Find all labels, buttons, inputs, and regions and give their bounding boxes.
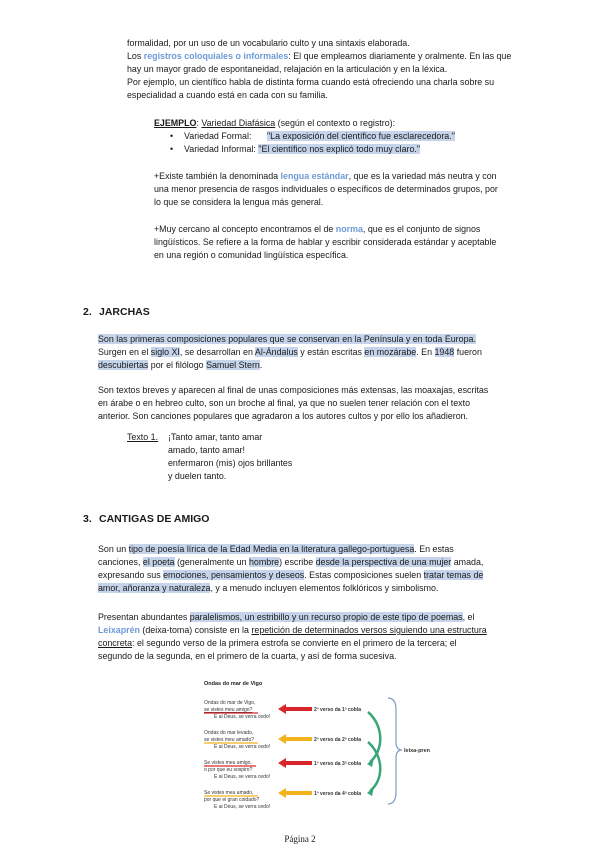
stanza (204, 760, 270, 780)
arrow (278, 734, 312, 744)
text: Presentan abundantes (98, 612, 190, 622)
text: : el segundo verso de la primera estrofa se convierte en el primero de la tercera; el (132, 638, 457, 648)
estandar-line-3: lo que se considera la lengua más general. (154, 197, 324, 207)
verse: Ondas do mar levado, (204, 730, 254, 736)
cantigas-p1-line-2 (98, 556, 483, 569)
item-value: "El científico nos explicó todo muy claro." (258, 144, 421, 154)
text: concreta (98, 638, 133, 648)
text: canciones, (98, 557, 143, 567)
poem-line: amado, tanto amar! (168, 445, 245, 455)
section-2-heading (83, 306, 150, 318)
text: el poeta (142, 557, 175, 567)
intro-line-3: hay un mayor grado de espontaneidad, relajación en la articulación y en la léxica. (127, 64, 448, 74)
text: : (196, 118, 202, 128)
ejemplo-label: EJEMPLO (154, 118, 197, 128)
text: . En (416, 347, 435, 357)
ejemplo-list (170, 130, 455, 156)
stanza-label: 2º verso da 1ª cobla (314, 707, 362, 713)
brace-label: leixa-pren (404, 748, 430, 754)
verse: por que ei gran coidado? (204, 797, 260, 803)
text: +Existe también la denominada (154, 171, 281, 181)
estandar-line-2: una menor presencia de rasgos individuales o específicos de determinados grupos, por (154, 184, 498, 194)
norma-line-3: en una región o comunidad lingüística específica. (154, 250, 349, 260)
cantigas-p2-line-3 (98, 637, 457, 650)
norma-line-1 (154, 223, 480, 236)
text: , se desarrollan en (179, 347, 255, 357)
verse: E ai Deus, se verra cedo! (214, 714, 271, 720)
cantigas-p2-line-4: segundo de la segunda, en el primero de la cuarta, y así de forma sucesiva. (98, 651, 397, 661)
cantigas-p1-line-4 (98, 582, 438, 595)
stanza-label: 1º verso da 4ª cobla (314, 791, 362, 797)
text: amor, añoranza y naturaleza (98, 583, 211, 593)
jarchas-p2-line-2: en árabe o en hebreo culto, son un broche al final, ya que no suelen tener relación con el texto (98, 398, 471, 408)
text: . En estas (414, 544, 454, 554)
text: y están escritas (297, 347, 365, 357)
item-key: Variedad Informal: (184, 144, 259, 154)
text: : El que empleamos diariamente y oralmente. En las que (288, 51, 512, 61)
verse: E ai Deus, se verra cedo! (214, 774, 271, 780)
text: repetición de determinados versos siguiendo una estructura (251, 625, 487, 635)
brace (388, 698, 402, 804)
connector-arrowhead (367, 787, 374, 796)
jarchas-p1-line-1 (98, 333, 476, 346)
verse: Se vistes meu amigo, (204, 760, 252, 766)
text: descubiertas (98, 360, 149, 370)
text: Al-Ándalus (254, 347, 298, 357)
text: Surgen en el (98, 347, 151, 357)
ejemplo-heading (154, 117, 395, 130)
section-number: 2. (83, 306, 92, 318)
poem-line: y duelen tanto. (168, 471, 227, 481)
verse: E ai Deus, se verra cedo! (214, 744, 271, 750)
cantigas-p1-line-1 (98, 543, 454, 556)
text: tratar temas de (423, 570, 484, 580)
text: , el (462, 612, 475, 622)
text: Son un (98, 544, 129, 554)
item-value: "La exposición del científico fue esclarecedora." (267, 131, 455, 141)
text: Samuel Stern (206, 360, 260, 370)
verse: se vistes meu amigo? (204, 707, 253, 713)
section-number: 3. (83, 513, 92, 525)
text: (deixa-toma) consiste en la (139, 625, 252, 635)
verse: o por que eu sospiro? (204, 767, 253, 773)
stanza-label: 1º verso da 3ª cobla (314, 761, 362, 767)
arrow (278, 788, 312, 798)
connector-arrowhead (367, 758, 374, 767)
text: ) escribe (279, 557, 316, 567)
term-registros: registros coloquiales o informales (143, 51, 289, 61)
leixapren-figure (200, 676, 430, 824)
text: paralelismos, un estribillo y un recurso propio de este tipo de poemas (189, 612, 463, 622)
text: emociones, pensamientos y deseos (163, 570, 305, 580)
stanza (204, 700, 270, 720)
term-norma: norma (335, 224, 363, 234)
intro-line-2 (127, 50, 511, 63)
term-lengua-estandar: lengua estándar (280, 171, 349, 181)
jarchas-p2-line-3: anterior. Son canciones populares que agradaron a los autores cultos y por ello los añadieron. (98, 411, 469, 421)
section-title: JARCHAS (99, 306, 150, 318)
intro-line-5: especialidad a cuando está en cada con su familia. (127, 90, 328, 100)
text: 1948 (434, 347, 455, 357)
text: (generalmente un (174, 557, 249, 567)
stanza-label: 2º verso da 2ª cobla (314, 737, 362, 743)
jarchas-p1-line-3 (98, 359, 262, 372)
list-item (170, 130, 455, 143)
poem-line: ¡Tanto amar, tanto amar (168, 432, 263, 442)
texto-label: Texto 1. (127, 432, 159, 442)
cantigas-p1-line-3 (98, 569, 483, 582)
verse: E ai Deus, se verra cedo! (214, 804, 271, 810)
text: desde la perspectiva de una mujer (315, 557, 452, 567)
text: por el filólogo (148, 360, 207, 370)
section-title: CANTIGAS DE AMIGO (99, 513, 210, 525)
verse: se vistes meu amado? (204, 737, 255, 743)
section-3-heading (83, 513, 209, 525)
text: hombre (249, 557, 280, 567)
estandar-line-1 (154, 170, 497, 183)
text: , que es la variedad más neutra y con (348, 171, 497, 181)
jarchas-p1-line-2 (98, 346, 482, 359)
figure-title: Ondas do mar de Vigo (204, 681, 263, 687)
text: amada, (451, 557, 484, 567)
text: . Estas composiciones suelen (304, 570, 424, 580)
variedad-label: Variedad Diafásica (201, 118, 276, 128)
text: . (259, 360, 263, 370)
list-item (170, 143, 455, 156)
arrow (278, 704, 312, 714)
item-key: Variedad Formal: (184, 131, 252, 141)
text: +Muy cercano al concepto encontramos el de (154, 224, 336, 234)
page-footer: Página 2 (284, 834, 316, 844)
text: fueron (454, 347, 482, 357)
text: (según el contexto o registro): (275, 118, 396, 128)
verse: Se vistes meu amado, (204, 790, 254, 796)
jarchas-p2-line-1: Son textos breves y aparecen al final de unas composiciones más extensas, las moaxajas, escritas (98, 385, 489, 395)
text: expresando sus (98, 570, 164, 580)
stanza (204, 730, 270, 750)
cantigas-p2-line-2 (98, 624, 487, 637)
text: , que es el conjunto de signos (362, 224, 481, 234)
text: Los (127, 51, 144, 61)
norma-line-2: lingüísticos. Se refiere a la forma de hablar y escribir considerada estándar y aceptable (154, 237, 497, 247)
leixapren-diagram (200, 676, 430, 824)
verse: Ondas do mar de Vigo, (204, 700, 256, 706)
intro-line-1: formalidad, por un uso de un vocabulario culto y una sintaxis elaborada. (127, 38, 410, 48)
arrow (278, 758, 312, 768)
text: en mozárabe (364, 347, 417, 357)
term-leixapren: Leixaprén (98, 625, 140, 635)
text: Son las primeras composiciones populares que se conservan en la Península y en toda Europa. (98, 334, 476, 344)
stanza (204, 790, 270, 810)
intro-line-4: Por ejemplo, un científico habla de distinta forma cuando está ofreciendo una charla sobre su (127, 77, 495, 87)
text: siglo XI (150, 347, 180, 357)
text: tipo de poesía lírica de la Edad Media en la literatura gallego-portuguesa (128, 544, 415, 554)
text: , y a menudo incluyen elementos folklóricos y simbolismo. (210, 583, 439, 593)
cantigas-p2-line-1 (98, 611, 474, 624)
poem-line: enfermaron (mis) ojos brillantes (168, 458, 293, 468)
